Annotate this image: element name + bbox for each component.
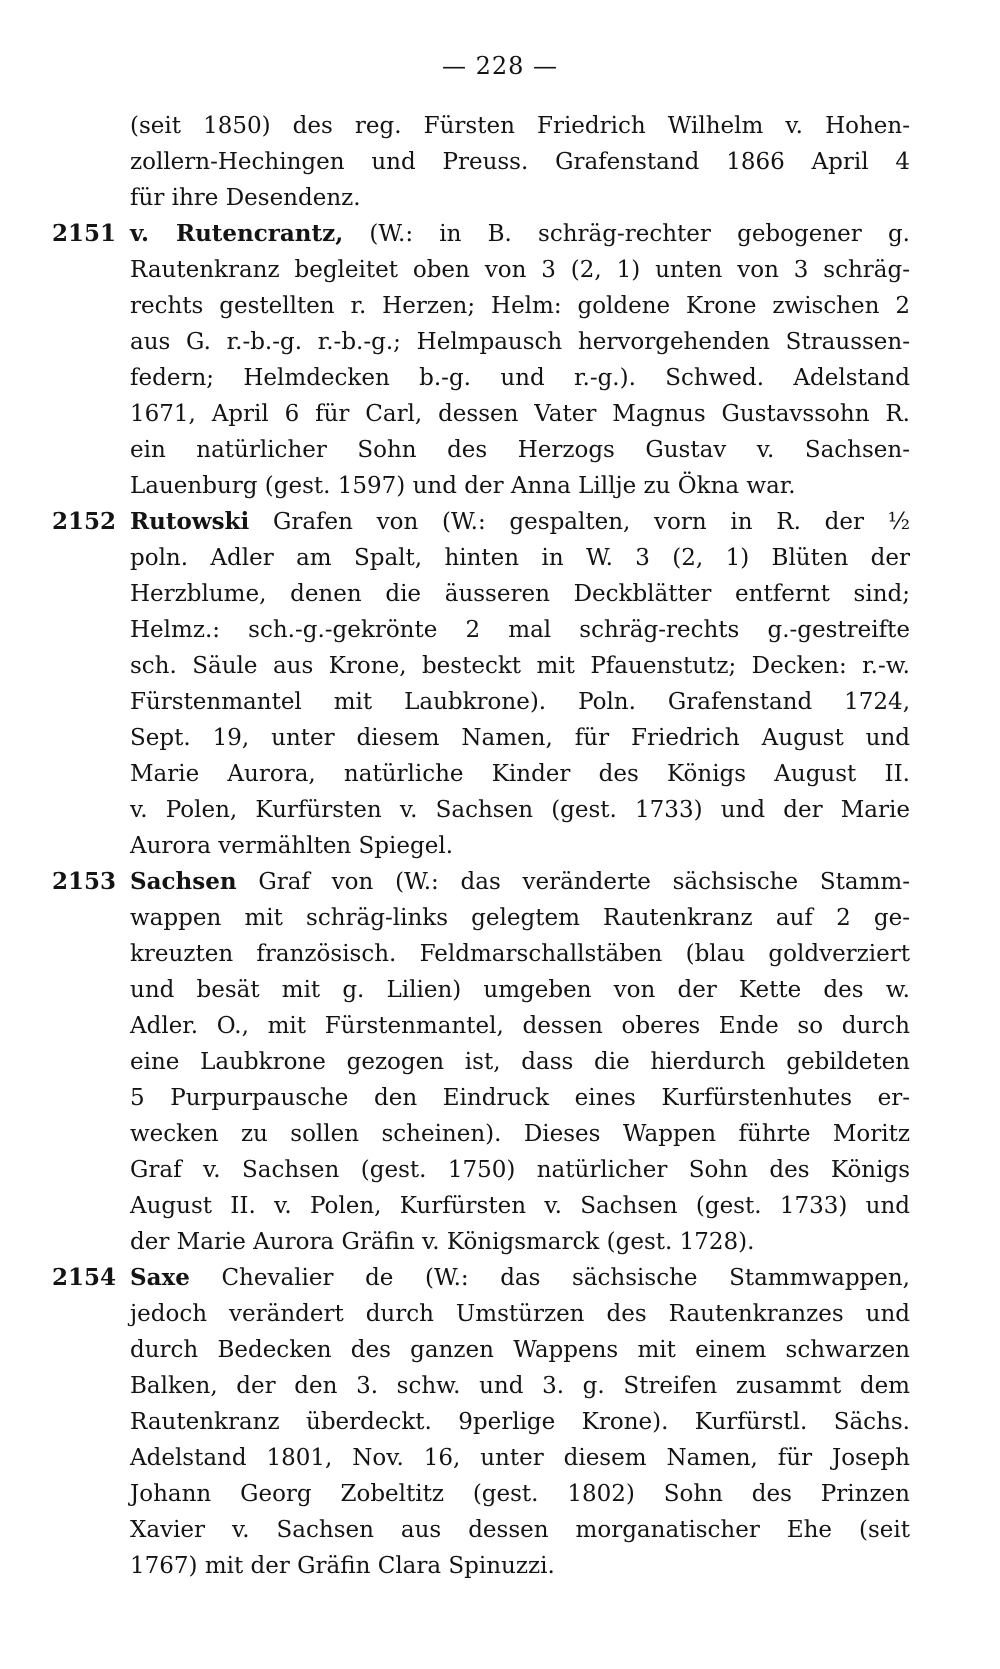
entry-number: 2154 [52, 1264, 117, 1291]
text-line: (seit 1850) des reg. Fürsten Friedrich Wilhelm v. Hohen- [130, 113, 910, 139]
text-line: 1671, April 6 für Carl, dessen Vater Magnus Gustavssohn R. [130, 401, 910, 427]
text-line: Johann Georg Zobeltitz (gest. 1802) Sohn des Prinzen [130, 1481, 910, 1507]
text-line: Adler. O., mit Fürstenmantel, dessen oberes Ende so durch [130, 1013, 910, 1039]
entry-continuation [0, 108, 1000, 216]
entry-heading: Saxe [130, 1264, 190, 1291]
text-line: ein natürlicher Sohn des Herzogs Gustav v. Sachsen- [130, 437, 910, 463]
text-line: Marie Aurora, natürliche Kinder des Königs August II. [130, 761, 910, 787]
text-line: Herzblume, denen die äusseren Deckblätter entfernt sind; [130, 581, 910, 607]
entry-2152 [0, 504, 1000, 864]
text-line: wecken zu sollen scheinen). Dieses Wappen führte Moritz [130, 1121, 910, 1147]
text-line: Sept. 19, unter diesem Namen, für Friedrich August und [130, 725, 910, 751]
text-line: und besät mit g. Lilien) umgeben von der Kette des w. [130, 977, 910, 1003]
entry-number: 2151 [52, 220, 117, 247]
text-line: poln. Adler am Spalt, hinten in W. 3 (2, 1) Blüten der [130, 545, 910, 571]
text-fragment: Grafen von (W.: gespalten, vorn in R. der ½ [249, 509, 910, 535]
text-line: durch Bedecken des ganzen Wappens mit einem schwarzen [130, 1337, 910, 1363]
text-line: kreuzten französisch. Feldmarschallstäben (blau goldverziert [130, 941, 910, 967]
text-line: Aurora vermählten Spiegel. [130, 833, 453, 859]
text-line: Helmz.: sch.-g.-gekrönte 2 mal schräg-rechts g.-gestreifte [130, 617, 910, 643]
text-line: Graf v. Sachsen (gest. 1750) natürlicher Sohn des Königs [130, 1157, 910, 1183]
text-line: Rautenkranz überdeckt. 9perlige Krone). Kurfürstl. Sächs. [130, 1409, 910, 1435]
text-line: 5 Purpurpausche den Eindruck eines Kurfürstenhutes er- [130, 1085, 910, 1111]
text-line: v. Polen, Kurfürsten v. Sachsen (gest. 1733) und der Marie [130, 797, 910, 823]
text-line: wappen mit schräg-links gelegtem Rautenkranz auf 2 ge- [130, 905, 910, 931]
text-line [130, 504, 910, 540]
entry-heading: Sachsen [130, 868, 237, 895]
text-line: zollern-Hechingen und Preuss. Grafenstand 1866 April 4 [130, 149, 910, 175]
text-line: August II. v. Polen, Kurfürsten v. Sachsen (gest. 1733) und [130, 1193, 910, 1219]
text-line: Xavier v. Sachsen aus dessen morganatischer Ehe (seit [130, 1517, 910, 1543]
document-body [0, 108, 1000, 1584]
text-line: sch. Säule aus Krone, besteckt mit Pfauenstutz; Decken: r.-w. [130, 653, 910, 679]
entry-heading: Rutowski [130, 508, 250, 535]
text-line: rechts gestellten r. Herzen; Helm: goldene Krone zwischen 2 [130, 293, 910, 319]
entry-number: 2153 [52, 868, 117, 895]
text-fragment: Graf von (W.: das veränderte sächsische Stamm- [236, 869, 910, 895]
text-line: Balken, der den 3. schw. und 3. g. Streifen zusammt dem [130, 1373, 910, 1399]
text-line: der Marie Aurora Gräfin v. Königsmarck (gest. 1728). [130, 1229, 755, 1255]
page-number: — 228 — [441, 52, 559, 80]
entry-2153 [0, 864, 1000, 1260]
text-line: aus G. r.-b.-g. r.-b.-g.; Helmpausch hervorgehenden Straussen- [130, 329, 910, 355]
text-line: Fürstenmantel mit Laubkrone). Poln. Grafenstand 1724, [130, 689, 910, 715]
text-fragment: (W.: in B. schräg-rechter gebogener g. [343, 221, 910, 247]
text-line: federn; Helmdecken b.-g. und r.-g.). Schwed. Adelstand [130, 365, 910, 391]
text-line: für ihre Desendenz. [130, 185, 361, 211]
entry-2151 [0, 216, 1000, 504]
text-line [130, 864, 910, 900]
text-line: Lauenburg (gest. 1597) und der Anna Lillje zu Ökna war. [130, 473, 796, 499]
entry-heading: v. Rutencrantz, [130, 220, 344, 247]
text-line: Rautenkranz begleitet oben von 3 (2, 1) unten von 3 schräg- [130, 257, 910, 283]
text-line: jedoch verändert durch Umstürzen des Rautenkranzes und [130, 1301, 910, 1327]
entry-2154 [0, 1260, 1000, 1584]
text-line [130, 1260, 910, 1296]
text-line [130, 216, 910, 252]
text-line: 1767) mit der Gräfin Clara Spinuzzi. [130, 1553, 555, 1579]
entry-number: 2152 [52, 508, 117, 535]
text-line: Adelstand 1801, Nov. 16, unter diesem Namen, für Joseph [130, 1445, 910, 1471]
text-line: eine Laubkrone gezogen ist, dass die hierdurch gebildeten [130, 1049, 910, 1075]
text-fragment: Chevalier de (W.: das sächsische Stammwappen, [189, 1265, 910, 1291]
